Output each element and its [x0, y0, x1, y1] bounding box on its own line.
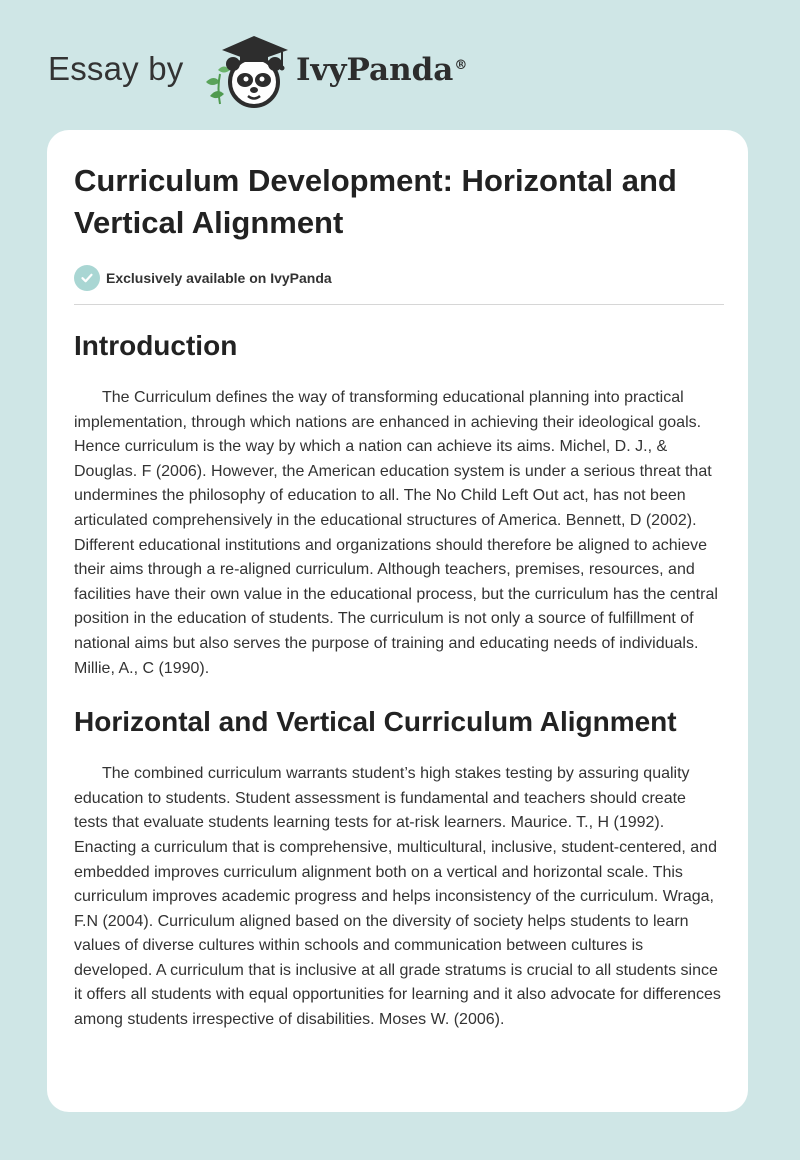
site-header [48, 30, 508, 110]
brand-label: IvyPanda [296, 52, 454, 88]
section-paragraph-alignment: The combined curriculum warrants student’s high stakes testing by assuring quality education to students. Student assessment is fundamental and teachers should create tests that evaluate students learning tests for at-risk learners. Maurice. T., H (1992). Enacting a curriculum that is comprehensive, multicultural, inclusive, student-centered, and embedded improves curriculum alignment both on a vertical and horizontal scale. This curriculum improves academic progress and helps inconsistency of the curriculum. Wraga, F.N (2004). Curriculum aligned based on the diversity of society helps students to learn values of diverse cultures within schools and communication between cultures is developed. A curriculum that is inclusive at all grade stratums is crucial to all students since it offers all students with equal opportunities for learning and it also advocate for differences among students irrespective of disabilities. Moses W. (2006). [74, 765, 721, 1029]
section-paragraph-introduction: The Curriculum defines the way of transforming educational planning into practical implementation, through which nations are enhanced in achieving their ideological goals. Hence curriculum is the way by which a nation can achieve its aims. Michel, D. J., & Douglas. F (2006). However, the American education system is under a serious threat that undermines the philosophy of education to all. The No Child Left Out act, has not been articulated comprehensively in the educational structures of America. Bennett, D (2002). Different educational institutions and organizations should therefore be aligned to achieve their aims through a re-aligned curriculum. Although teachers, premises, resources, and facilities have their own value in the educational process, but the curriculum has the central position in the education of students. The curriculum is not only a source of fulfillment of national aims but also serves the purpose of training and educating needs of individuals. Millie, A., C (1990). [74, 389, 718, 677]
article-card [47, 130, 748, 1112]
article-title: Curriculum Development: Horizontal and Vertical Alignment [74, 163, 677, 240]
essay-by-label: Essay by [48, 50, 184, 87]
article-content [74, 160, 724, 1033]
panda-graduate-icon[interactable] [200, 30, 296, 110]
check-circle-icon [74, 265, 100, 291]
divider [74, 304, 724, 305]
badge-label: Exclusively available on IvyPanda [106, 270, 332, 286]
exclusive-badge [74, 264, 724, 292]
registered-mark: ® [454, 57, 468, 73]
section-heading-alignment: Horizontal and Vertical Curriculum Alignment [74, 706, 677, 738]
brand-name[interactable] [296, 52, 467, 88]
section-heading-introduction: Introduction [74, 330, 238, 361]
